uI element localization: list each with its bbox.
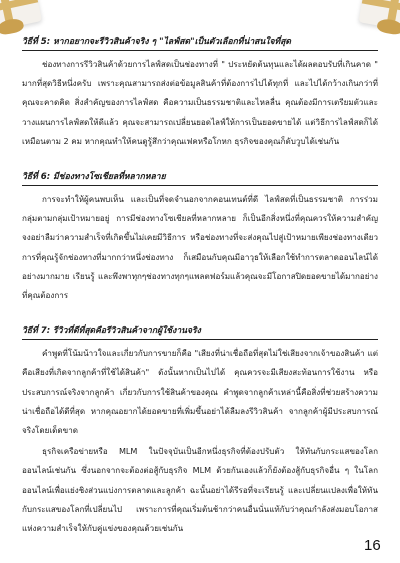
section-method-5 [22,36,378,151]
section-method-7 [22,325,378,538]
section-method-6 [22,171,378,305]
gift-box-decoration-left [0,0,42,34]
gift-box-decoration-right [358,0,400,33]
section-paragraph: ธุรกิจเครือข่ายหรือ MLM ในปัจจุบันเป็นอีกหนึ่งธุรกิจที่ต้องปรับตัว ให้ทันกับกระแสของโลกออนไลน์เช่นกัน ซึ่งนอกจากจะต้องต่อสู้กับธุรกิจ MLM ด้วยกันเองแล้วก็ยังต้องสู้กับธุรกิจอื่น ๆ ในโลกออนไลน์เพื่อแย่งชิงส่วนแบ่งการตลาดและลูกค้า ฉะนั้นอย่าได้รีรอที่จะเรียนรู้ และเปลี่ยนแปลงเพื่อให้ทันกับกระแสของโลกที่เปลี่ยนไป เพราะการที่คุณเริ่มต้นช้ากว่าคนอื่นนั่นแท้กับว่าคุณกำลังส่งมอบโอกาสแห่งความสำเร็จให้กับคู่แข่งของคุณด้วยเช่นกัน [22,446,378,534]
page-content [22,36,378,538]
section-paragraph: การจะทำให้ผู้คนพบเห็น และเป็นที่จดจำนอกจากคอนเทนต์ที่ดี ไลฟ์สดที่เป็นธรรมชาติ การร่วมกลุ่มตามกลุ่มเป้าหมายอยู่ การมีช่องทางโซเชียลที่หลากหลาย ก็เป็นอีกสิ่งหนึ่งที่คุณควรให้ความสำคัญ จงอย่าลืมว่าความสำเร็จที่เกิดขึ้นไม่เคยมีวิธีการ หรือช่องทางที่จะส่งคุณไปสู่เป้าหมายเพียงช่องทางเดียว การที่คุณรู้จักช่องทางที่มากกว่าหนึ่งช่องทาง ก็เสมือนกับคุณมีอาวุธให้เลือกใช้ทำการตลาดออนไลน์ได้อย่างมากมาย เรียนรู้ และพึงพาทุกๆช่องทางทุกๆแพลตฟอร์มแล้วคุณจะมีโอกาสปิดยอดขายได้มากอย่างที่คุณต้องการ [22,194,378,301]
section-title: วิธีที่ 5: หากอยากจะรีวิวสินค้าจริง ๆ "ไลฟ์สด"เป็นตัวเลือกที่น่าสนใจที่สุด [22,36,378,51]
section-title: วิธีที่ 7: รีวิวที่ดีที่สุดคือรีวิวสินค้าจากผู้ใช้งานจริง [22,325,378,340]
section-paragraph: คำพูดที่โน้มน้าวใจและเกี่ยวกับการขายก็คือ "เสียงที่น่าเชื่อถือที่สุดไม่ใช่เสียงจากเจ้าของสินค้า แต่คือเสียงที่เกิดจากลูกค้าที่ใช้ได้สินค้า" ดังนั้นหากเป็นไปได้ คุณควรจะมีเสียงสะท้อนการใช้งาน หรือประสบการณ์จริงจากลูกค้า เกี่ยวกับการใช้สินค้าของคุณ คำพูดจากลูกค้าเหล่านี้คือสิ่งที่ช่วยสร้างความน่าเชื่อถือได้ดีที่สุด หากคุณอยากได้ยอดขายที่เพิ่มขึ้นอย่าได้ลืมลงรีวิวสินค้า จากลูกค้าผู้มีประสบการณ์จริงโดยเด็ดขาด [22,348,378,436]
page-number: 16 [364,537,381,554]
section-paragraph: ช่องทางการรีวิวสินค้าด้วยการไลฟ์สดเป็นช่องทางที่ " ประหยัดต้นทุนและได้ผลตอบรับที่เกินคาด " มากที่สุดวิธีหนึ่งครับ เพราะคุณสามารถส่งต่อข้อมูลสินค้าที่ต้องการไปได้ทุกที่ และไปได้กว้างเกินกว่าที่คุณจะคาดคิด สิ่งสำคัญของการไลฟ์สด คือความเป็นธรรมชาติและไหลลื่น คุณต้องมีการเตรียมตัวและวางแผนการไลฟ์สดให้ดีแล้ว คุณจะสามารถเปลี่ยนยอดไลฟ์ให้การเป็นยอดขายได้ แต่วิธีการไลฟ์สดก็ได้เหมือนตาม 2 คม หากคุณทำให้คนดูรู้สึกว่าคุณเฟคหรือโกหก ธุรกิจของคุณก็ดับวูบได้เช่นกัน [22,59,378,146]
gift-bow-icon [376,18,400,36]
gift-bow-icon [0,17,25,36]
section-title: วิธีที่ 6: มีช่องทางโซเชียลที่หลากหลาย [22,171,378,186]
